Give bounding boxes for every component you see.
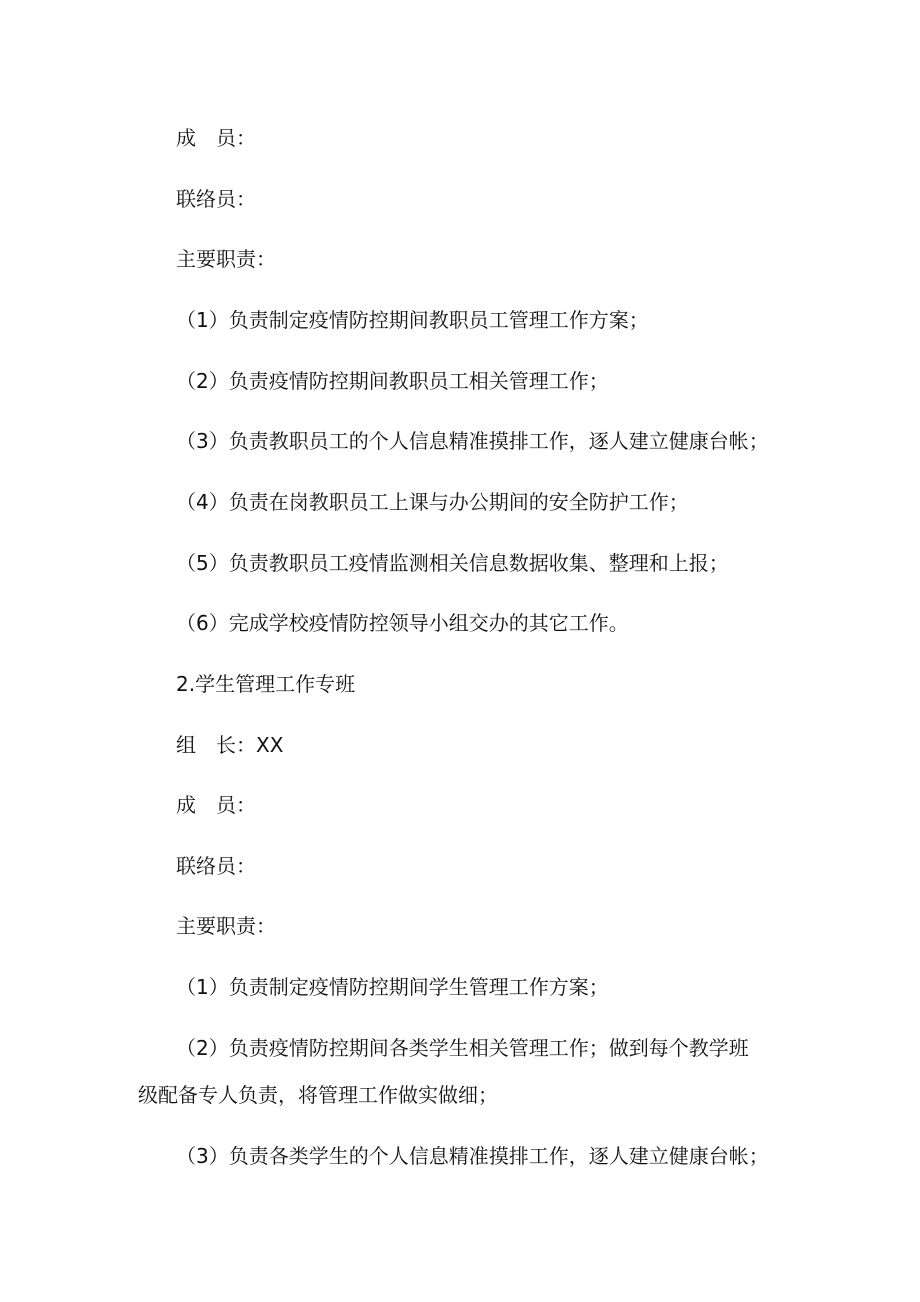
- staff-duty-item-2: （2）负责疫情防控期间教职员工相关管理工作；: [176, 369, 609, 393]
- staff-duty-item-1: （1）负责制定疫情防控期间教职员工管理工作方案；: [176, 308, 649, 332]
- student-duties-heading: 主要职责：: [176, 914, 276, 938]
- student-liaison-line: 联络员：: [176, 854, 256, 878]
- staff-duty-item-6: （6）完成学校疫情防控领导小组交办的其它工作。: [176, 611, 629, 635]
- staff-duties-heading: 主要职责：: [176, 247, 276, 271]
- staff-liaison-line: 联络员：: [176, 187, 256, 211]
- staff-members-line: 成 员：: [176, 126, 256, 150]
- student-duty-item-3: （3）负责各类学生的个人信息精准摸排工作，逐人建立健康台帐；: [176, 1144, 769, 1168]
- staff-duty-item-4: （4）负责在岗教职员工上课与办公期间的安全防护工作；: [176, 490, 689, 514]
- section-heading-student-management: 2.学生管理工作专班: [176, 672, 356, 696]
- student-leader-line: 组 长：XX: [176, 733, 284, 757]
- student-duty-item-2: （2）负责疫情防控期间各类学生相关管理工作；做到每个教学班: [176, 1036, 749, 1060]
- staff-duty-item-3: （3）负责教职员工的个人信息精准摸排工作，逐人建立健康台帐；: [176, 429, 769, 453]
- student-members-line: 成 员：: [176, 793, 256, 817]
- student-duty-item-2-continued: 级配备专人负责，将管理工作做实做细；: [138, 1083, 498, 1107]
- student-duty-item-1: （1）负责制定疫情防控期间学生管理工作方案；: [176, 975, 609, 999]
- staff-duty-item-5: （5）负责教职员工疫情监测相关信息数据收集、整理和上报；: [176, 551, 729, 575]
